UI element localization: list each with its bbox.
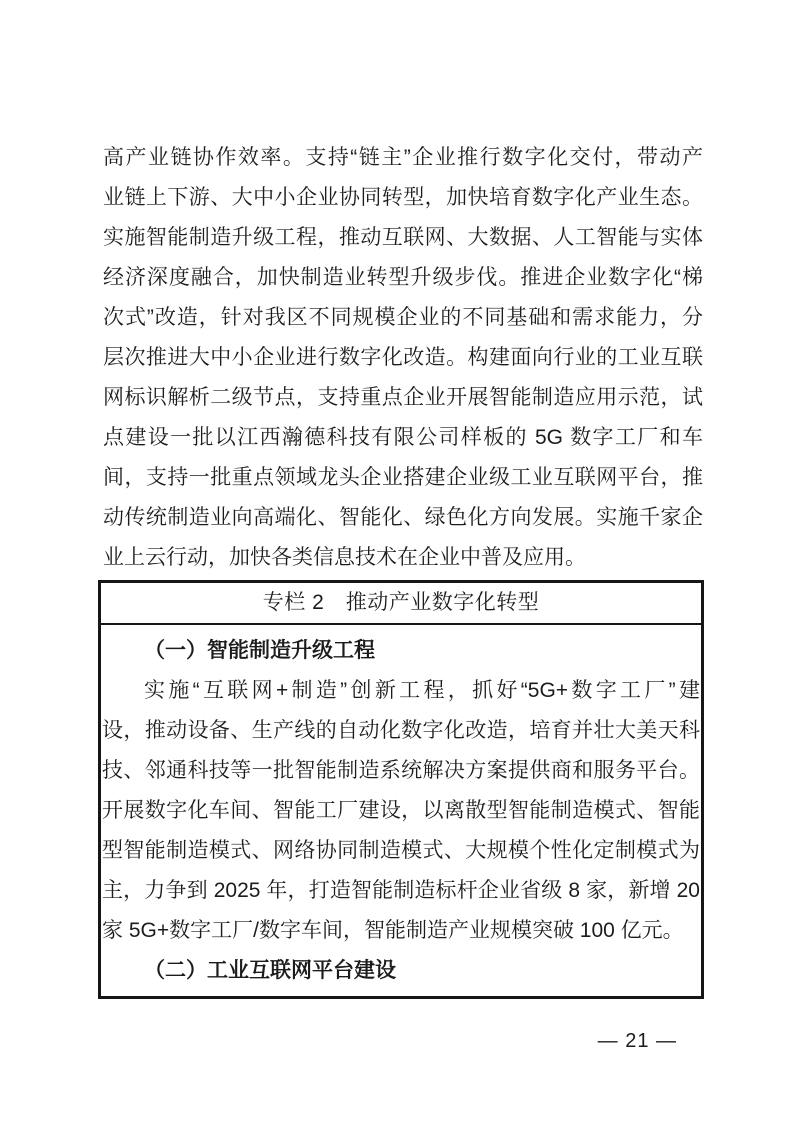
panel-line: 设，推动设备、生产线的自动化数字化改造，培育并壮大美天科 xyxy=(102,719,700,742)
body-line: 次式”改造，针对我区不同规模企业的不同基础和需求能力，分 xyxy=(103,306,703,329)
panel-line: 主，力争到 2025 年，打造智能制造标杆企业省级 8 家，新增 20 xyxy=(102,879,700,902)
section-heading-industrial-internet: （二）工业互联网平台建设 xyxy=(144,959,396,982)
panel-line: 型智能制造模式、网络协同制造模式、大规模个性化定制模式为 xyxy=(102,839,700,862)
body-line: 层次推进大中小企业进行数字化改造。构建面向行业的工业互联 xyxy=(103,346,703,369)
body-line: 点建设一批以江西瀚德科技有限公司样板的 5G 数字工厂和车 xyxy=(103,426,703,449)
body-line: 经济深度融合，加快制造业转型升级步伐。推进企业数字化“梯 xyxy=(103,266,703,289)
panel-line: 实施“互联网+制造”创新工程，抓好“5G+数字工厂”建 xyxy=(144,679,700,702)
section-heading-smart-manufacturing: （一）智能制造升级工程 xyxy=(144,639,375,662)
feature-box-title: 专栏 2 推动产业数字化转型 xyxy=(101,583,701,625)
body-line: 业上云行动，加快各类信息技术在企业中普及应用。 xyxy=(103,546,586,569)
panel-line: 技、邻通科技等一批智能制造系统解决方案提供商和服务平台。 xyxy=(102,759,700,782)
body-paragraph xyxy=(103,138,703,578)
body-line: 网标识解析二级节点，支持重点企业开展智能制造应用示范，试 xyxy=(103,386,703,409)
page-number: — 21 — xyxy=(597,1030,677,1052)
feature-box xyxy=(98,580,704,999)
panel-line: 开展数字化车间、智能工厂建设，以离散型智能制造模式、智能 xyxy=(102,799,700,822)
body-line: 高产业链协作效率。支持“链主”企业推行数字化交付，带动产 xyxy=(103,146,703,169)
body-line: 实施智能制造升级工程，推动互联网、大数据、人工智能与实体 xyxy=(103,226,703,249)
body-line: 业链上下游、大中小企业协同转型，加快培育数字化产业生态。 xyxy=(103,186,703,209)
panel-line: 家 5G+数字工厂/数字车间，智能制造产业规模突破 100 亿元。 xyxy=(102,919,684,942)
body-line: 动传统制造业向高端化、智能化、绿色化方向发展。实施千家企 xyxy=(103,506,703,529)
body-line: 间，支持一批重点领域龙头企业搭建企业级工业互联网平台，推 xyxy=(103,466,703,489)
feature-box-body xyxy=(101,625,701,996)
